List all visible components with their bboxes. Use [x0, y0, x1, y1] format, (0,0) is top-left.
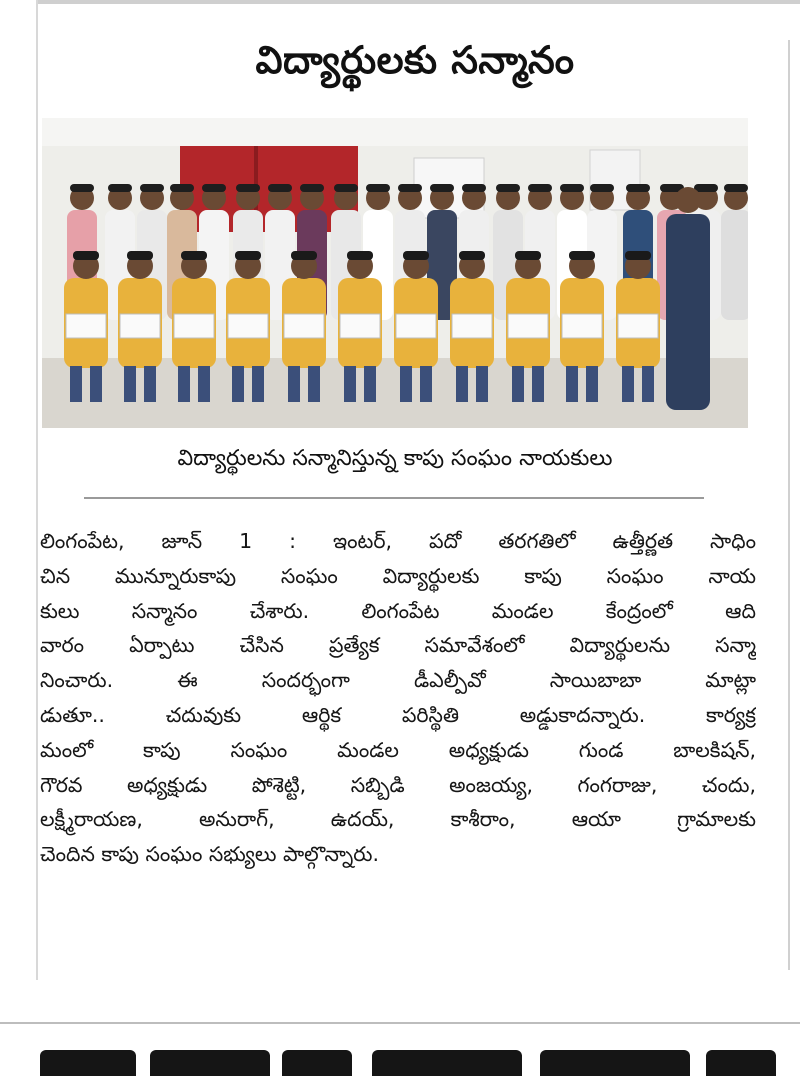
body-line: మంలో కాపు సంఘం మండల అధ్యక్షుడు గుండ బాలకిషన్, — [40, 737, 756, 762]
photo-caption: విద్యార్థులను సన్మానిస్తున్న కాపు సంఘం నాయకులు — [177, 446, 613, 471]
next-article-headline-fragment — [0, 1046, 800, 1076]
body-line: చిన మున్నూరుకాపు సంఘం విద్యార్థులకు కాపు సంఘం నాయ — [40, 563, 756, 588]
standing-person — [666, 187, 710, 410]
article-body — [40, 524, 756, 872]
body-line: గౌరవ అధ్యక్షుడు పోశెట్టి, సబ్బిడి అంజయ్య, గంగరాజు, చందు, — [40, 772, 756, 797]
group-photo — [42, 118, 748, 428]
body-line: లింగంపేట, జూన్ 1 : ఇంటర్, పదో తరగతిలో ఉత్తీర్ణత సాధిం — [40, 529, 756, 553]
body-line: నించారు. ఈ సందర్భంగా డీఎల్పీవో సాయిబాబా మాట్లా — [40, 668, 756, 693]
left-column-rule — [36, 0, 38, 980]
article-headline: విద్యార్థులకు సన్మానం — [255, 38, 575, 82]
body-line: లక్ష్మీరాయణ, అనురాగ్, ఉదయ్, కాశీరాం, ఆయా గ్రామాలకు — [40, 807, 756, 832]
body-line: డుతూ.. చదువుకు ఆర్థిక పరిస్థితి అడ్డుకాదన్నారు. కార్యక్ర — [40, 702, 756, 727]
caption-rule — [84, 497, 704, 499]
body-line: వారం ఏర్పాటు చేసిన ప్రత్యేక సమావేశంలో విద్యార్థులను సన్మా — [40, 633, 756, 658]
body-line: చెందిన కాపు సంఘం సభ్యులు పాల్గొన్నారు. — [40, 842, 380, 867]
body-line: కులు సన్మానం చేశారు. లింగంపేట మండల కేంద్రంలో ఆది — [40, 598, 756, 623]
top-column-rule — [38, 0, 800, 4]
right-column-rule — [788, 40, 790, 970]
bottom-divider — [0, 1022, 800, 1024]
group-photo-illustration — [42, 118, 748, 428]
